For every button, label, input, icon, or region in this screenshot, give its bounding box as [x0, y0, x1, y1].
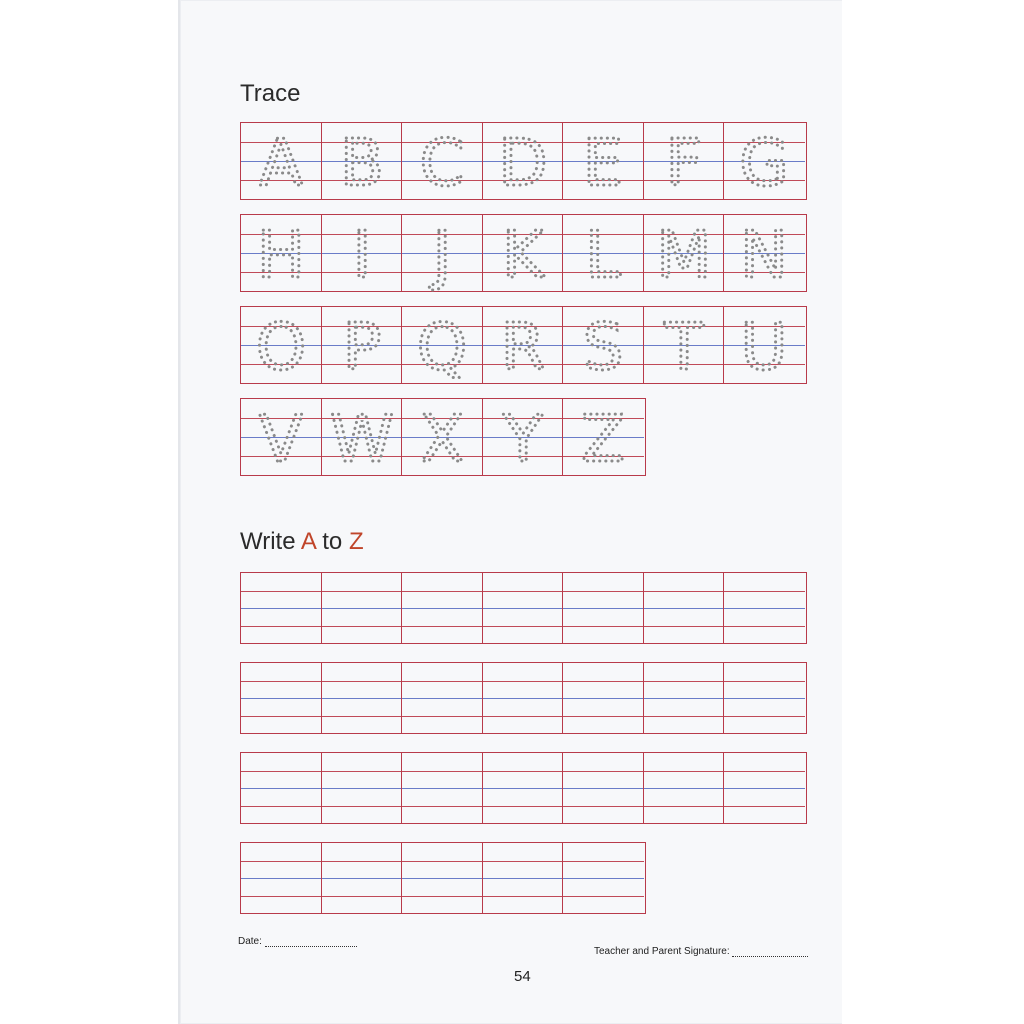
- write-cell[interactable]: [483, 573, 564, 643]
- guide-line: [483, 698, 563, 699]
- trace-cell[interactable]: [724, 307, 805, 383]
- trace-cell[interactable]: [402, 123, 483, 199]
- guide-line: [563, 896, 644, 897]
- guide-line: [402, 681, 482, 682]
- guide-line: [402, 608, 482, 609]
- write-cell[interactable]: [483, 663, 564, 733]
- trace-cell[interactable]: [563, 399, 644, 475]
- write-heading: [240, 528, 364, 556]
- dotted-letter-text: C: [419, 127, 465, 201]
- dotted-letter-text: N: [740, 219, 788, 293]
- guide-line: [402, 788, 482, 789]
- trace-cell[interactable]: [483, 399, 564, 475]
- dotted-letter-glyph: [736, 127, 792, 201]
- write-heading-mid: to: [315, 528, 349, 555]
- dotted-letter-text: E: [582, 127, 624, 201]
- guide-line: [322, 698, 402, 699]
- dotted-letter-glyph: [495, 219, 551, 293]
- dotted-letter-text: L: [585, 219, 621, 293]
- guide-line: [563, 788, 643, 789]
- dotted-letter-glyph: [253, 127, 309, 201]
- write-cell[interactable]: [241, 753, 322, 823]
- dotted-letter-glyph: [575, 403, 631, 477]
- trace-cell[interactable]: [644, 307, 725, 383]
- dotted-letter-text: S: [582, 311, 624, 385]
- trace-cell[interactable]: [563, 307, 644, 383]
- write-cell[interactable]: [322, 753, 403, 823]
- dotted-letter-text: W: [329, 403, 394, 477]
- trace-cell[interactable]: [241, 123, 322, 199]
- write-cell[interactable]: [322, 663, 403, 733]
- dotted-letter-glyph: [736, 311, 792, 385]
- trace-cell[interactable]: [563, 215, 644, 291]
- trace-cell[interactable]: [644, 215, 725, 291]
- dotted-letter-glyph: [334, 127, 390, 201]
- write-cell[interactable]: [563, 753, 644, 823]
- write-cell[interactable]: [724, 753, 805, 823]
- guide-line: [402, 771, 482, 772]
- guide-line: [322, 861, 402, 862]
- guide-line: [563, 681, 643, 682]
- dotted-letter-text: I: [352, 219, 371, 293]
- dotted-letter-text: Q: [416, 311, 468, 385]
- trace-cell[interactable]: [563, 123, 644, 199]
- dotted-letter-text: R: [500, 311, 545, 385]
- dotted-letter-text: V: [259, 403, 303, 477]
- guide-line: [644, 626, 724, 627]
- guide-line: [483, 608, 563, 609]
- write-heading-prefix: Write: [240, 528, 301, 555]
- trace-cell[interactable]: [241, 307, 322, 383]
- trace-cell[interactable]: [241, 399, 322, 475]
- guide-line: [563, 591, 643, 592]
- trace-cell[interactable]: [483, 215, 564, 291]
- guide-line: [402, 806, 482, 807]
- trace-cell[interactable]: [402, 307, 483, 383]
- dotted-letter-glyph: [656, 127, 712, 201]
- dotted-letter-glyph: [575, 219, 631, 293]
- signature-field: [594, 946, 808, 957]
- guide-line: [402, 591, 482, 592]
- dotted-letter-text: J: [432, 219, 452, 293]
- write-cell[interactable]: [241, 573, 322, 643]
- write-cell[interactable]: [241, 663, 322, 733]
- dotted-letter-glyph: [575, 311, 631, 385]
- write-row: [240, 752, 807, 824]
- guide-line: [241, 861, 321, 862]
- guide-line: [724, 716, 805, 717]
- write-cell[interactable]: [563, 573, 644, 643]
- dotted-letter-glyph: [414, 403, 470, 477]
- guide-line: [241, 878, 321, 879]
- trace-cell[interactable]: [644, 123, 725, 199]
- write-cell[interactable]: [644, 573, 725, 643]
- guide-line: [322, 591, 402, 592]
- page-margin: [842, 0, 1024, 1024]
- trace-row: [240, 398, 646, 476]
- guide-line: [644, 591, 724, 592]
- trace-cell[interactable]: [724, 123, 805, 199]
- dotted-letter-glyph: [414, 311, 470, 385]
- guide-line: [322, 878, 402, 879]
- guide-line: [563, 716, 643, 717]
- guide-line: [322, 788, 402, 789]
- guide-line: [483, 788, 563, 789]
- dotted-letter-glyph: [253, 403, 309, 477]
- trace-row: [240, 214, 807, 292]
- guide-line: [563, 878, 644, 879]
- guide-line: [483, 591, 563, 592]
- write-cell[interactable]: [644, 753, 725, 823]
- dotted-letter-text: Z: [581, 403, 625, 477]
- dotted-letter-glyph: [495, 311, 551, 385]
- guide-line: [563, 771, 643, 772]
- dotted-letter-glyph: [736, 219, 792, 293]
- dotted-letter-glyph: [495, 127, 551, 201]
- dotted-letter-text: K: [501, 219, 544, 293]
- guide-line: [644, 788, 724, 789]
- guide-line: [644, 698, 724, 699]
- dotted-letter-glyph: [329, 403, 394, 477]
- trace-cell[interactable]: [322, 399, 403, 475]
- signature-line[interactable]: [732, 956, 808, 957]
- guide-line: [483, 716, 563, 717]
- guide-line: [322, 806, 402, 807]
- date-label: Date:: [238, 936, 262, 947]
- guide-line: [241, 896, 321, 897]
- guide-line: [563, 806, 643, 807]
- dotted-letter-text: P: [342, 311, 381, 385]
- write-cell[interactable]: [322, 843, 403, 913]
- write-cell[interactable]: [483, 843, 564, 913]
- guide-line: [483, 681, 563, 682]
- trace-cell[interactable]: [241, 215, 322, 291]
- guide-line: [241, 716, 321, 717]
- write-heading-a: A: [300, 528, 316, 555]
- guide-line: [402, 716, 482, 717]
- write-cell[interactable]: [402, 753, 483, 823]
- guide-line: [644, 608, 724, 609]
- guide-line: [483, 806, 563, 807]
- guide-line: [402, 896, 482, 897]
- guide-line: [644, 681, 724, 682]
- guide-line: [322, 771, 402, 772]
- dotted-letter-glyph: [334, 311, 390, 385]
- guide-line: [322, 626, 402, 627]
- guide-line: [241, 626, 321, 627]
- write-cell[interactable]: [402, 573, 483, 643]
- dotted-letter-text: G: [739, 127, 789, 201]
- guide-line: [241, 771, 321, 772]
- guide-line: [724, 626, 805, 627]
- guide-line: [483, 771, 563, 772]
- trace-cell[interactable]: [402, 399, 483, 475]
- write-cell[interactable]: [402, 843, 483, 913]
- dotted-letter-text: F: [665, 127, 702, 201]
- dotted-letter-text: O: [255, 311, 307, 385]
- signature-label: Teacher and Parent Signature:: [594, 946, 730, 957]
- guide-line: [724, 608, 805, 609]
- page-number: 54: [514, 968, 531, 985]
- guide-line: [483, 626, 563, 627]
- dotted-letter-text: A: [259, 127, 303, 201]
- write-row: [240, 842, 646, 914]
- guide-line: [644, 716, 724, 717]
- guide-line: [402, 626, 482, 627]
- dotted-letter-text: Y: [502, 403, 543, 477]
- trace-heading: Trace: [240, 80, 301, 107]
- dotted-letter-text: X: [420, 403, 464, 477]
- trace-cell[interactable]: [724, 215, 805, 291]
- trace-cell[interactable]: [483, 123, 564, 199]
- dotted-letter-text: H: [256, 219, 306, 293]
- guide-line: [241, 591, 321, 592]
- guide-line: [241, 681, 321, 682]
- guide-line: [402, 698, 482, 699]
- guide-line: [483, 861, 563, 862]
- date-field: [238, 936, 357, 947]
- write-heading-z: Z: [348, 528, 364, 555]
- dotted-letter-text: D: [497, 127, 548, 201]
- dotted-letter-text: T: [663, 311, 704, 385]
- guide-line: [402, 878, 482, 879]
- trace-cell[interactable]: [322, 123, 403, 199]
- guide-line: [241, 806, 321, 807]
- dotted-letter-glyph: [253, 311, 309, 385]
- dotted-letter-text: B: [339, 127, 384, 201]
- dotted-letter-glyph: [253, 219, 309, 293]
- guide-line: [724, 788, 805, 789]
- write-cell[interactable]: [322, 573, 403, 643]
- guide-line: [563, 861, 644, 862]
- guide-line: [724, 771, 805, 772]
- guide-line: [241, 608, 321, 609]
- write-cell[interactable]: [483, 753, 564, 823]
- trace-row: [240, 306, 807, 384]
- guide-line: [724, 698, 805, 699]
- write-cell[interactable]: [563, 843, 644, 913]
- dotted-letter-glyph: [656, 311, 712, 385]
- dotted-letter-glyph: [414, 219, 470, 293]
- write-cell[interactable]: [241, 843, 322, 913]
- trace-row: [240, 122, 807, 200]
- guide-line: [724, 591, 805, 592]
- guide-line: [322, 608, 402, 609]
- trace-cell[interactable]: [402, 215, 483, 291]
- dotted-letter-glyph: [575, 127, 631, 201]
- guide-line: [724, 681, 805, 682]
- dotted-letter-glyph: [334, 219, 390, 293]
- dotted-letter-glyph: [655, 219, 712, 293]
- guide-line: [644, 771, 724, 772]
- guide-line: [241, 698, 321, 699]
- guide-line: [322, 896, 402, 897]
- write-row: [240, 572, 807, 644]
- trace-cell[interactable]: [322, 215, 403, 291]
- guide-line: [563, 698, 643, 699]
- write-cell[interactable]: [724, 663, 805, 733]
- guide-line: [241, 788, 321, 789]
- guide-line: [483, 896, 563, 897]
- trace-cell[interactable]: [483, 307, 564, 383]
- guide-line: [402, 861, 482, 862]
- guide-line: [483, 878, 563, 879]
- guide-line: [322, 681, 402, 682]
- date-line[interactable]: [265, 946, 357, 947]
- dotted-letter-glyph: [414, 127, 470, 201]
- write-cell[interactable]: [724, 573, 805, 643]
- dotted-letter-text: U: [740, 311, 788, 385]
- guide-line: [724, 806, 805, 807]
- guide-line: [644, 806, 724, 807]
- guide-line: [322, 716, 402, 717]
- guide-line: [563, 626, 643, 627]
- write-cell[interactable]: [563, 663, 644, 733]
- dotted-letter-text: M: [655, 219, 712, 293]
- write-cell[interactable]: [402, 663, 483, 733]
- write-cell[interactable]: [644, 663, 725, 733]
- write-row: [240, 662, 807, 734]
- dotted-letter-glyph: [495, 403, 551, 477]
- trace-cell[interactable]: [322, 307, 403, 383]
- guide-line: [563, 608, 643, 609]
